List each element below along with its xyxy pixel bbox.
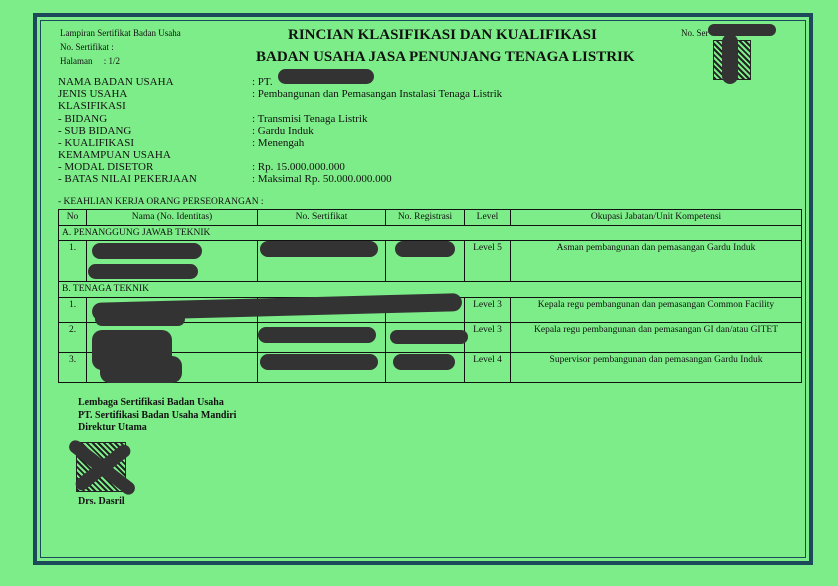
section-header: A. PENANGGUNG JAWAB TEKNIK <box>59 226 802 241</box>
redaction <box>722 34 738 84</box>
cell-no: 2. <box>59 323 87 353</box>
info-value: : Menengah <box>252 137 305 149</box>
cell-no: 3. <box>59 353 87 383</box>
no-sertifikat-label: No. Sertifikat : <box>60 42 114 52</box>
redaction <box>708 24 776 36</box>
info-label: JENIS USAHA <box>58 88 128 100</box>
col-header: No. Sertifikat <box>258 210 386 226</box>
doc-title: RINCIAN KLASIFIKASI DAN KUALIFIKASI <box>288 27 597 43</box>
info-label: NAMA BADAN USAHA <box>58 76 174 88</box>
info-value: : Maksimal Rp. 50.000.000.000 <box>252 173 392 185</box>
info-value: : Gardu Induk <box>252 125 314 137</box>
section-header: B. TENAGA TEKNIK <box>59 282 802 298</box>
cell-no: 1. <box>59 241 87 282</box>
signature-title: Direktur Utama <box>78 422 147 433</box>
info-label: - KUALIFIKASI <box>58 137 135 149</box>
cell-okupasi: Supervisor pembangunan dan pemasangan Gardu Induk <box>511 353 802 383</box>
info-value: : Pembangunan dan Pemasangan Instalasi Tenaga Listrik <box>252 88 503 100</box>
cell-no: 1. <box>59 298 87 323</box>
cell-level: Level 3 <box>465 323 511 353</box>
halaman-label: Halaman : 1/2 <box>60 56 120 66</box>
col-header: Nama (No. Identitas) <box>87 210 258 226</box>
cell-okupasi: Kepala regu pembangunan dan pemasangan GI dan/atau GITET <box>511 323 802 353</box>
signature-company: PT. Sertifikasi Badan Usaha Mandiri <box>78 410 237 421</box>
cell-level: Level 3 <box>465 298 511 323</box>
no-seri-label: No. Ser <box>681 28 709 38</box>
signature-org: Lembaga Sertifikasi Badan Usaha <box>78 397 224 408</box>
col-header: No. Registrasi <box>386 210 465 226</box>
info-value: : Rp. 15.000.000.000 <box>252 161 345 173</box>
redaction <box>278 69 374 84</box>
col-header: Okupasi Jabatan/Unit Kompetensi <box>511 210 802 226</box>
info-label: KLASIFIKASI <box>58 100 126 112</box>
cell-okupasi: Asman pembangunan dan pemasangan Gardu Induk <box>511 241 802 282</box>
info-value: : PT. <box>252 76 273 88</box>
col-header: No <box>59 210 87 226</box>
signatory-name: Drs. Dasril <box>78 496 125 507</box>
cell-okupasi: Kepala regu pembangunan dan pemasangan Common Facility <box>511 298 802 323</box>
cell-level: Level 5 <box>465 241 511 282</box>
doc-subtitle: BADAN USAHA JASA PENUNJANG TENAGA LISTRIK <box>256 49 635 65</box>
table-caption: - KEAHLIAN KERJA ORANG PERSEORANGAN : <box>58 197 264 207</box>
info-label: - MODAL DISETOR <box>58 161 154 173</box>
info-label: KEMAMPUAN USAHA <box>58 149 171 161</box>
info-label: - SUB BIDANG <box>58 125 132 137</box>
info-value: : Transmisi Tenaga Listrik <box>252 113 368 125</box>
lampiran-label: Lampiran Sertifikat Badan Usaha <box>60 28 181 38</box>
cell-level: Level 4 <box>465 353 511 383</box>
info-label: - BATAS NILAI PEKERJAAN <box>58 173 197 185</box>
info-label: - BIDANG <box>58 113 108 125</box>
col-header: Level <box>465 210 511 226</box>
